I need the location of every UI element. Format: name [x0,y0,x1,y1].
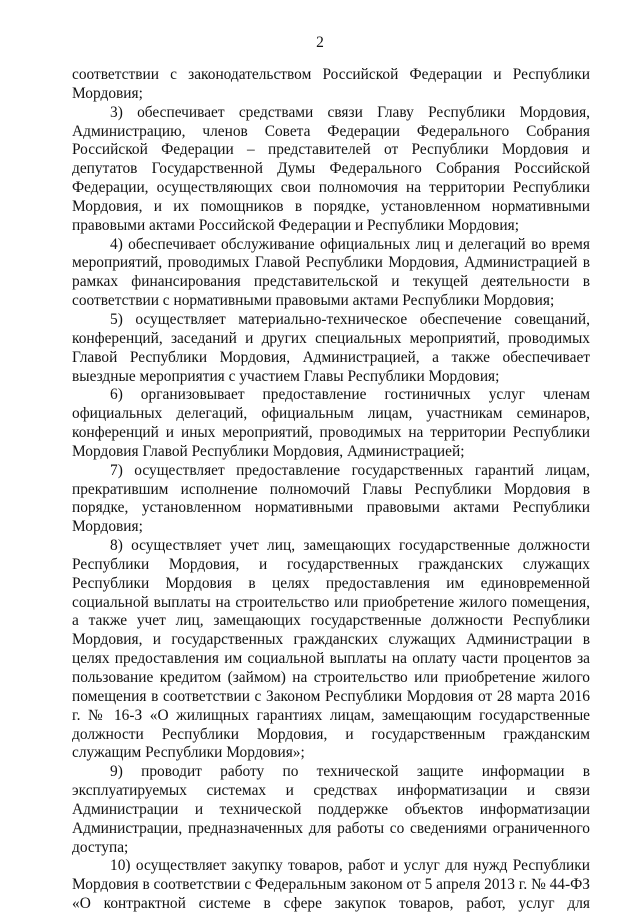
paragraph-item-9: 9) проводит работу по технической защите информации в эксплуатируемых системах и средствах информатизации и связи Администрации и технической поддержке объектов информатизации Администрации, предназначенных для работы со сведениями ограниченного доступа; [72,763,590,856]
paragraph-item-3: 3) обеспечивает средствами связи Главу Республики Мордовия, Администрацию, членов Совета Федерации Федерального Собрания Российской Федерации – представителей от Республики Мордовия и депутатов Государственной Думы Федерального Собрания Российской Федерации, осуществляющих свои полномочия на территории Республики Мордовия, и их помощников в порядке, установленном нормативными правовыми актами Российской Федерации и Республики Мордовия; [72,103,590,234]
paragraph-item-4: 4) обеспечивает обслуживание официальных лиц и делегаций во время мероприятий, проводимых Главой Республики Мордовия, Администрацией в рамках финансирования представительской и текущей деятельности в соответствии с нормативными правовыми актами Республики Мордовия; [72,235,590,310]
paragraph-item-8: 8) осуществляет учет лиц, замещающих государственные должности Республики Мордовия, и государственных гражданских служащих Республики Мордовия в целях предоставления им единовременной социальной выплаты на строительство или приобретение жилого помещения, а также учет лиц, замещающих государственные должности Республики Мордовия, и государственных гражданских служащих Администрации в целях предоставления им социальной выплаты на оплату части процентов за пользование кредитом (займом) на строительство или приобретение жилого помещения в соответствии с Законом Республики Мордовия от 28 марта 2016 г. № 16-З «О жилищных гарантиях лицам, замещающим государственные должности Республики Мордовия, и государственным гражданским служащим Республики Мордовия»; [72,537,590,762]
document-body [72,66,590,914]
paragraph-continuation: соответствии с законодательством Российской Федерации и Республики Мордовия; [72,66,590,102]
paragraph-item-6: 6) организовывает предоставление гостиничных услуг членам официальных делегаций, официальным лицам, участникам семинаров, конференций и иных мероприятий, проводимых на территории Республики Мордовия Главой Республики Мордовия, Администрацией; [72,386,590,460]
paragraph-item-7: 7) осуществляет предоставление государственных гарантий лицам, прекратившим исполнение полномочий Главы Республики Мордовия в порядке, установленном нормативными правовыми актами Республики Мордовия; [72,461,590,536]
paragraph-item-5: 5) осуществляет материально-техническое обеспечение совещаний, конференций, заседаний и других специальных мероприятий, проводимых Главой Республики Мордовия, Администрацией, а также обеспечивает выездные мероприятия с участием Главы Республики Мордовия; [72,310,590,385]
page-number: 2 [316,34,324,51]
paragraph-item-10: 10) осуществляет закупку товаров, работ и услуг для нужд Республики Мордовия в соответствии с Федеральным законом от 5 апреля 2013 г. № 44-ФЗ «О контрактной системе в сфере закупок товаров, работ, услуг для [72,857,590,913]
